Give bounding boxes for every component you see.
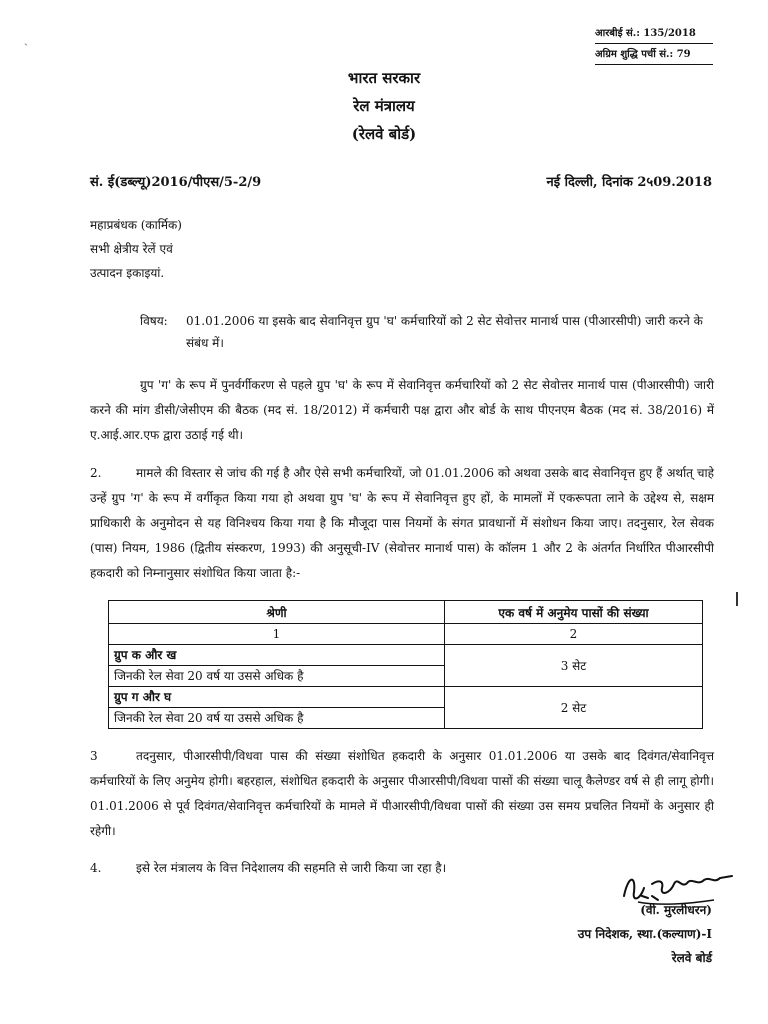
passes-cell: 2 सेट [445, 687, 703, 729]
header-line-2: रेल मंत्रालय [353, 97, 415, 115]
category-cell [109, 687, 445, 729]
column-header-category: श्रेणी [109, 601, 445, 624]
table-row [109, 687, 703, 729]
signatory-office: रेलवे बोर्ड [671, 951, 712, 965]
table-header-row [109, 601, 703, 624]
subject-text: 01.01.2006 या इसके बाद सेवानिवृत्त ग्रुप 'घ' कर्मचारियों को 2 सेट सेवोत्तर मानार्थ पास (पीआरसीपी) जारी करने के संबंध में। [186, 314, 703, 350]
table-number-row [109, 624, 703, 645]
group-name: ग्रुप ग और घ [109, 687, 444, 708]
group-description: जिनकी रेल सेवा 20 वर्ष या उससे अधिक है [114, 669, 304, 683]
subject-block [140, 310, 720, 354]
paragraph-3 [90, 744, 714, 844]
header-line-1: भारत सरकार [347, 69, 421, 87]
passes-cell: 3 सेट [445, 645, 703, 687]
rbe-number: आरबीई सं.: 135/2018 [595, 26, 713, 44]
correction-slip-number: अग्रिम शुद्धि पर्ची सं.: 79 [595, 47, 713, 65]
paragraph-3-text: तदनुसार, पीआरसीपी/विधवा पास की संख्या संशोधित हकदारी के अनुसार 01.01.2006 या उसके बाद दिवंगत/सेवानिवृत्त कर्मचारियों के लिए अनुमेय होगी। बहरहाल, संशोधित हकदारी के अनुसार पीआरसीपी/विधवा पासों की संख्या चालू कैलेण्डर वर्ष से ही लागू होगी। 01.01.2006 से पूर्व दिवंगत/सेवानिवृत्त कर्मचारियों के मामले में पीआरसीपी/विधवा पासों की संख्या उस समय प्रचलित नियमों के अनुसार ही रहेगी। [90, 749, 714, 838]
addressee-line: उत्पादन इकाइयां. [90, 266, 165, 280]
header-line-3: (रेलवे बोर्ड) [351, 125, 417, 143]
entitlement-table [108, 600, 703, 729]
letter-number: सं. ई(डब्ल्यू)2016/पीएस/5-2/9 [90, 175, 262, 190]
paragraph-number: 4. [90, 861, 102, 875]
paragraph-number: 2. [90, 466, 102, 480]
margin-mark [736, 592, 738, 606]
group-description: जिनकी रेल सेवा 20 वर्ष या उससे अधिक है [114, 711, 304, 725]
paragraph-2-text: मामले की विस्तार से जांच की गई है और ऐसे सभी कर्मचारियों, जो 01.01.2006 को अथवा उसके बाद सेवानिवृत्त हुए हैं अर्थात् चाहे उन्हें ग्रुप 'ग' के रूप में वर्गीकृत किया गया हो अथवा ग्रुप 'घ' के रूप में सेवानिवृत्त हुए हों, के मामलों में एकरूपता लाने के उद्देश्य से, सक्षम प्राधिकारी के अनुमोदन से यह विनिश्चय किया गया है कि मौजूदा पास नियमों के संगत प्रावधानों में संशोधन किया जाए। तदनुसार, रेल सेवक (पास) नियम, 1986 (द्वितीय संस्करण, 1993) की अनुसूची-IV (सेवोत्तर मानार्थ पास) के कॉलम 1 और 2 के अंतर्गत निर्धारित पीआरसीपी हकदारी को निम्नानुसार संशोधित किया जाता है:- [90, 466, 714, 580]
addressee-line: महाप्रबंधक (कार्मिक) [90, 218, 182, 232]
paragraph-2 [90, 461, 714, 586]
signatory-designation: उप निदेशक, स्था.(कल्याण)-I [577, 927, 712, 941]
signatory-name: (वी. मुरलीधरन) [640, 903, 712, 917]
group-name: ग्रुप क और ख [109, 645, 444, 666]
addressee-line: सभी क्षेत्रीय रेलें एवं [90, 242, 173, 256]
subject-label: विषय: [140, 314, 168, 328]
signatory-block [578, 898, 712, 970]
column-number: 2 [445, 624, 703, 645]
category-cell [109, 645, 445, 687]
column-header-passes: एक वर्ष में अनुमेय पासों की संख्या [445, 601, 703, 624]
government-header [284, 64, 484, 148]
addressee-block [90, 213, 182, 285]
letter-place-date: नई दिल्ली, दिनांक 2५09.2018 [546, 175, 712, 190]
column-number: 1 [109, 624, 445, 645]
paragraph-number: 3 [90, 749, 98, 763]
paragraph-1: ग्रुप 'ग' के रूप में पुनर्वर्गीकरण से पहले ग्रुप 'घ' के रूप में सेवानिवृत्त कर्मचारियों को 2 सेट सेवोत्तर मानार्थ पास (पीआरसीपी) जारी करने की मांग डीसी/जेसीएम की बैठक (मद सं. 18/2012) में कर्मचारी पक्ष द्वारा और बोर्ड के साथ पीएनएम बैठक (मद सं. 38/2016) में ए.आई.आर.एफ द्वारा उठाई गई थी। [90, 378, 714, 442]
stray-mark: ˎ [24, 32, 28, 46]
paragraph-4-text: इसे रेल मंत्रालय के वित्त निदेशालय की सहमति से जारी किया जा रहा है। [136, 861, 447, 875]
table-row [109, 645, 703, 687]
reference-box [595, 26, 713, 65]
